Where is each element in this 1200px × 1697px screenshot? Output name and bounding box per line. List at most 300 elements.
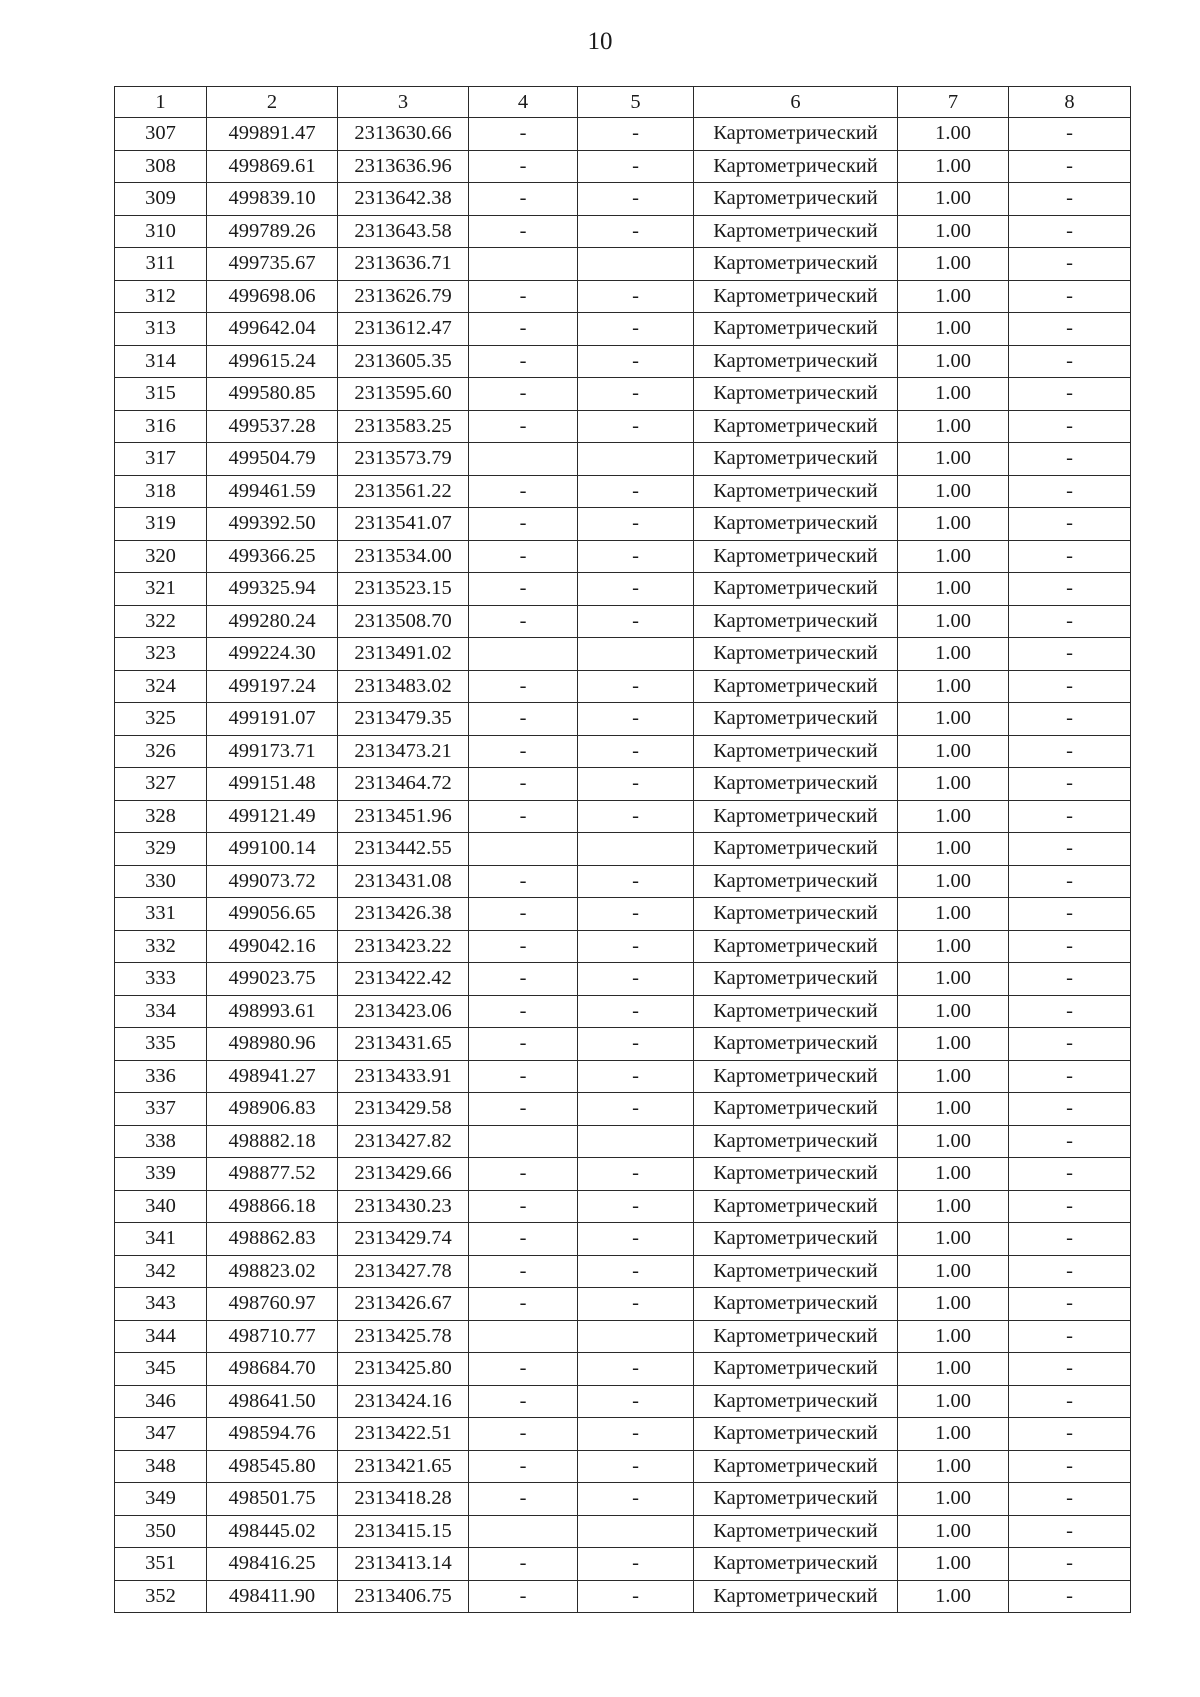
cell-point-number: 313 [115, 313, 207, 346]
cell-y-coordinate: 2313483.02 [338, 670, 469, 703]
cell-point-number: 324 [115, 670, 207, 703]
cell-point-number: 349 [115, 1483, 207, 1516]
cell-x-coordinate: 499735.67 [207, 248, 338, 281]
cell-method: Картометрический [694, 898, 898, 931]
cell-point-number: 342 [115, 1255, 207, 1288]
cell-col-4-value [469, 833, 578, 866]
cell-x-coordinate: 499100.14 [207, 833, 338, 866]
cell-x-coordinate: 499839.10 [207, 183, 338, 216]
column-header-4: 4 [469, 87, 578, 118]
cell-x-coordinate: 499580.85 [207, 378, 338, 411]
cell-y-coordinate: 2313451.96 [338, 800, 469, 833]
cell-accuracy: 1.00 [898, 378, 1009, 411]
cell-x-coordinate: 499173.71 [207, 735, 338, 768]
cell-method: Картометрический [694, 1418, 898, 1451]
cell-x-coordinate: 498594.76 [207, 1418, 338, 1451]
cell-x-coordinate: 499461.59 [207, 475, 338, 508]
cell-accuracy: 1.00 [898, 475, 1009, 508]
cell-method: Картометрический [694, 118, 898, 151]
cell-point-number: 316 [115, 410, 207, 443]
cell-col-5-value: - [578, 670, 694, 703]
cell-col-4-value: - [469, 1385, 578, 1418]
cell-method: Картометрический [694, 573, 898, 606]
cell-col-8-value: - [1009, 1190, 1131, 1223]
cell-accuracy: 1.00 [898, 248, 1009, 281]
cell-accuracy: 1.00 [898, 1288, 1009, 1321]
cell-y-coordinate: 2313612.47 [338, 313, 469, 346]
cell-x-coordinate: 499642.04 [207, 313, 338, 346]
table-row [115, 410, 1131, 443]
cell-point-number: 318 [115, 475, 207, 508]
cell-accuracy: 1.00 [898, 1580, 1009, 1613]
table-row [115, 1288, 1131, 1321]
cell-y-coordinate: 2313415.15 [338, 1515, 469, 1548]
column-header-3: 3 [338, 87, 469, 118]
cell-point-number: 341 [115, 1223, 207, 1256]
cell-col-8-value: - [1009, 248, 1131, 281]
cell-x-coordinate: 499042.16 [207, 930, 338, 963]
cell-method: Картометрический [694, 670, 898, 703]
table-row [115, 1255, 1131, 1288]
cell-accuracy: 1.00 [898, 1028, 1009, 1061]
cell-col-8-value: - [1009, 118, 1131, 151]
cell-x-coordinate: 498501.75 [207, 1483, 338, 1516]
cell-col-8-value: - [1009, 995, 1131, 1028]
cell-col-4-value: - [469, 1580, 578, 1613]
cell-col-4-value: - [469, 703, 578, 736]
cell-point-number: 321 [115, 573, 207, 606]
table-row [115, 1450, 1131, 1483]
cell-col-5-value: - [578, 865, 694, 898]
cell-accuracy: 1.00 [898, 215, 1009, 248]
cell-col-4-value: - [469, 118, 578, 151]
table-row [115, 313, 1131, 346]
cell-accuracy: 1.00 [898, 1548, 1009, 1581]
cell-method: Картометрический [694, 1158, 898, 1191]
cell-x-coordinate: 499698.06 [207, 280, 338, 313]
cell-col-5-value: - [578, 1288, 694, 1321]
cell-col-8-value: - [1009, 443, 1131, 476]
cell-point-number: 346 [115, 1385, 207, 1418]
table-row [115, 1483, 1131, 1516]
cell-col-8-value: - [1009, 540, 1131, 573]
cell-accuracy: 1.00 [898, 865, 1009, 898]
table-row [115, 540, 1131, 573]
cell-method: Картометрический [694, 1548, 898, 1581]
cell-y-coordinate: 2313422.51 [338, 1418, 469, 1451]
table-row [115, 670, 1131, 703]
column-header-6: 6 [694, 87, 898, 118]
cell-method: Картометрический [694, 768, 898, 801]
cell-accuracy: 1.00 [898, 1223, 1009, 1256]
cell-col-5-value: - [578, 963, 694, 996]
cell-col-8-value: - [1009, 215, 1131, 248]
cell-method: Картометрический [694, 345, 898, 378]
cell-col-4-value: - [469, 735, 578, 768]
table-row [115, 1580, 1131, 1613]
cell-col-8-value: - [1009, 735, 1131, 768]
cell-col-5-value [578, 638, 694, 671]
cell-y-coordinate: 2313636.71 [338, 248, 469, 281]
coordinates-table [114, 86, 1131, 1613]
cell-col-8-value: - [1009, 1028, 1131, 1061]
cell-col-4-value: - [469, 930, 578, 963]
cell-col-4-value: - [469, 1190, 578, 1223]
cell-point-number: 350 [115, 1515, 207, 1548]
cell-method: Картометрический [694, 605, 898, 638]
cell-col-5-value: - [578, 378, 694, 411]
cell-method: Картометрический [694, 963, 898, 996]
cell-x-coordinate: 498823.02 [207, 1255, 338, 1288]
cell-method: Картометрический [694, 183, 898, 216]
cell-point-number: 338 [115, 1125, 207, 1158]
table-row [115, 1060, 1131, 1093]
cell-point-number: 347 [115, 1418, 207, 1451]
column-header-7: 7 [898, 87, 1009, 118]
cell-method: Картометрический [694, 508, 898, 541]
cell-col-4-value [469, 248, 578, 281]
cell-method: Картометрический [694, 995, 898, 1028]
cell-y-coordinate: 2313406.75 [338, 1580, 469, 1613]
cell-y-coordinate: 2313626.79 [338, 280, 469, 313]
cell-col-4-value: - [469, 1093, 578, 1126]
table-row [115, 1158, 1131, 1191]
cell-x-coordinate: 499191.07 [207, 703, 338, 736]
cell-col-5-value: - [578, 313, 694, 346]
cell-col-5-value: - [578, 150, 694, 183]
cell-point-number: 315 [115, 378, 207, 411]
cell-method: Картометрический [694, 735, 898, 768]
cell-col-5-value: - [578, 1450, 694, 1483]
table-row [115, 118, 1131, 151]
cell-accuracy: 1.00 [898, 1418, 1009, 1451]
cell-col-5-value: - [578, 1028, 694, 1061]
cell-col-5-value: - [578, 768, 694, 801]
cell-x-coordinate: 498906.83 [207, 1093, 338, 1126]
cell-accuracy: 1.00 [898, 833, 1009, 866]
cell-col-5-value: - [578, 1060, 694, 1093]
cell-point-number: 351 [115, 1548, 207, 1581]
table-row [115, 1548, 1131, 1581]
cell-col-8-value: - [1009, 183, 1131, 216]
cell-point-number: 320 [115, 540, 207, 573]
cell-col-5-value: - [578, 800, 694, 833]
cell-accuracy: 1.00 [898, 670, 1009, 703]
table-row [115, 865, 1131, 898]
cell-accuracy: 1.00 [898, 963, 1009, 996]
cell-method: Картометрический [694, 1288, 898, 1321]
cell-col-4-value: - [469, 475, 578, 508]
cell-col-5-value: - [578, 1418, 694, 1451]
cell-method: Картометрический [694, 280, 898, 313]
table-row [115, 1515, 1131, 1548]
cell-x-coordinate: 499891.47 [207, 118, 338, 151]
cell-y-coordinate: 2313429.58 [338, 1093, 469, 1126]
cell-y-coordinate: 2313422.42 [338, 963, 469, 996]
cell-accuracy: 1.00 [898, 735, 1009, 768]
cell-accuracy: 1.00 [898, 410, 1009, 443]
cell-col-8-value: - [1009, 605, 1131, 638]
cell-x-coordinate: 499151.48 [207, 768, 338, 801]
table-row [115, 833, 1131, 866]
cell-point-number: 337 [115, 1093, 207, 1126]
cell-point-number: 310 [115, 215, 207, 248]
cell-x-coordinate: 498545.80 [207, 1450, 338, 1483]
cell-point-number: 330 [115, 865, 207, 898]
cell-accuracy: 1.00 [898, 1093, 1009, 1126]
cell-col-8-value: - [1009, 1060, 1131, 1093]
cell-x-coordinate: 498862.83 [207, 1223, 338, 1256]
table-row [115, 183, 1131, 216]
cell-col-8-value: - [1009, 1580, 1131, 1613]
column-header-5: 5 [578, 87, 694, 118]
cell-col-5-value: - [578, 1223, 694, 1256]
table-row [115, 995, 1131, 1028]
cell-col-4-value: - [469, 508, 578, 541]
cell-point-number: 340 [115, 1190, 207, 1223]
cell-accuracy: 1.00 [898, 1450, 1009, 1483]
cell-col-5-value [578, 1320, 694, 1353]
cell-point-number: 312 [115, 280, 207, 313]
cell-method: Картометрический [694, 215, 898, 248]
cell-method: Картометрический [694, 1125, 898, 1158]
cell-col-4-value: - [469, 183, 578, 216]
cell-accuracy: 1.00 [898, 768, 1009, 801]
cell-method: Картометрический [694, 1515, 898, 1548]
cell-method: Картометрический [694, 1320, 898, 1353]
cell-col-4-value: - [469, 1548, 578, 1581]
table-row [115, 930, 1131, 963]
cell-x-coordinate: 498416.25 [207, 1548, 338, 1581]
cell-point-number: 348 [115, 1450, 207, 1483]
cell-y-coordinate: 2313424.16 [338, 1385, 469, 1418]
cell-y-coordinate: 2313427.82 [338, 1125, 469, 1158]
cell-col-5-value [578, 1515, 694, 1548]
cell-point-number: 336 [115, 1060, 207, 1093]
cell-x-coordinate: 499325.94 [207, 573, 338, 606]
cell-point-number: 332 [115, 930, 207, 963]
cell-col-8-value: - [1009, 508, 1131, 541]
cell-y-coordinate: 2313642.38 [338, 183, 469, 216]
cell-col-8-value: - [1009, 150, 1131, 183]
cell-col-4-value: - [469, 1028, 578, 1061]
cell-y-coordinate: 2313630.66 [338, 118, 469, 151]
cell-col-5-value: - [578, 540, 694, 573]
cell-col-8-value: - [1009, 573, 1131, 606]
cell-col-8-value: - [1009, 1223, 1131, 1256]
cell-col-8-value: - [1009, 638, 1131, 671]
cell-accuracy: 1.00 [898, 1515, 1009, 1548]
cell-accuracy: 1.00 [898, 443, 1009, 476]
cell-x-coordinate: 498993.61 [207, 995, 338, 1028]
cell-col-4-value [469, 1515, 578, 1548]
cell-accuracy: 1.00 [898, 800, 1009, 833]
cell-col-5-value: - [578, 1353, 694, 1386]
cell-point-number: 339 [115, 1158, 207, 1191]
cell-col-5-value: - [578, 605, 694, 638]
cell-col-4-value: - [469, 995, 578, 1028]
cell-x-coordinate: 498941.27 [207, 1060, 338, 1093]
cell-col-8-value: - [1009, 1125, 1131, 1158]
cell-col-8-value: - [1009, 1093, 1131, 1126]
cell-col-5-value: - [578, 1483, 694, 1516]
cell-col-4-value: - [469, 1288, 578, 1321]
table-row [115, 345, 1131, 378]
cell-col-5-value: - [578, 1158, 694, 1191]
cell-point-number: 309 [115, 183, 207, 216]
table-row [115, 638, 1131, 671]
cell-col-4-value: - [469, 410, 578, 443]
cell-col-4-value: - [469, 963, 578, 996]
cell-x-coordinate: 499056.65 [207, 898, 338, 931]
table-row [115, 1028, 1131, 1061]
cell-x-coordinate: 499789.26 [207, 215, 338, 248]
cell-y-coordinate: 2313561.22 [338, 475, 469, 508]
cell-col-8-value: - [1009, 963, 1131, 996]
cell-col-8-value: - [1009, 1320, 1131, 1353]
cell-method: Картометрический [694, 1483, 898, 1516]
cell-method: Картометрический [694, 1028, 898, 1061]
cell-accuracy: 1.00 [898, 995, 1009, 1028]
table-header [115, 87, 1131, 118]
cell-accuracy: 1.00 [898, 508, 1009, 541]
cell-y-coordinate: 2313442.55 [338, 833, 469, 866]
cell-col-5-value [578, 248, 694, 281]
cell-y-coordinate: 2313583.25 [338, 410, 469, 443]
cell-col-4-value: - [469, 1418, 578, 1451]
cell-method: Картометрический [694, 703, 898, 736]
table-row [115, 1385, 1131, 1418]
cell-point-number: 323 [115, 638, 207, 671]
cell-col-5-value: - [578, 1093, 694, 1126]
cell-x-coordinate: 498866.18 [207, 1190, 338, 1223]
table-row [115, 1320, 1131, 1353]
cell-point-number: 325 [115, 703, 207, 736]
cell-y-coordinate: 2313605.35 [338, 345, 469, 378]
cell-col-8-value: - [1009, 865, 1131, 898]
cell-x-coordinate: 498760.97 [207, 1288, 338, 1321]
cell-col-4-value: - [469, 1158, 578, 1191]
cell-col-4-value: - [469, 215, 578, 248]
cell-col-5-value: - [578, 930, 694, 963]
cell-col-5-value: - [578, 118, 694, 151]
cell-method: Картометрический [694, 1385, 898, 1418]
cell-y-coordinate: 2313433.91 [338, 1060, 469, 1093]
cell-col-4-value: - [469, 150, 578, 183]
cell-col-5-value: - [578, 1580, 694, 1613]
cell-y-coordinate: 2313430.23 [338, 1190, 469, 1223]
cell-y-coordinate: 2313427.78 [338, 1255, 469, 1288]
table-row [115, 768, 1131, 801]
cell-col-8-value: - [1009, 475, 1131, 508]
cell-col-4-value: - [469, 345, 578, 378]
cell-accuracy: 1.00 [898, 1320, 1009, 1353]
cell-col-4-value: - [469, 1483, 578, 1516]
table-row [115, 963, 1131, 996]
cell-col-4-value: - [469, 1223, 578, 1256]
cell-x-coordinate: 499615.24 [207, 345, 338, 378]
cell-y-coordinate: 2313595.60 [338, 378, 469, 411]
cell-y-coordinate: 2313426.38 [338, 898, 469, 931]
cell-x-coordinate: 499366.25 [207, 540, 338, 573]
cell-point-number: 333 [115, 963, 207, 996]
table-row [115, 898, 1131, 931]
cell-y-coordinate: 2313423.06 [338, 995, 469, 1028]
cell-accuracy: 1.00 [898, 1158, 1009, 1191]
cell-method: Картометрический [694, 638, 898, 671]
cell-accuracy: 1.00 [898, 280, 1009, 313]
cell-col-8-value: - [1009, 1548, 1131, 1581]
cell-x-coordinate: 499073.72 [207, 865, 338, 898]
cell-point-number: 328 [115, 800, 207, 833]
page-number: 10 [587, 28, 613, 55]
cell-col-4-value: - [469, 605, 578, 638]
cell-col-8-value: - [1009, 898, 1131, 931]
cell-y-coordinate: 2313426.67 [338, 1288, 469, 1321]
cell-y-coordinate: 2313413.14 [338, 1548, 469, 1581]
cell-col-5-value: - [578, 573, 694, 606]
cell-y-coordinate: 2313431.65 [338, 1028, 469, 1061]
cell-method: Картометрический [694, 930, 898, 963]
cell-accuracy: 1.00 [898, 1190, 1009, 1223]
table-row [115, 280, 1131, 313]
cell-x-coordinate: 498882.18 [207, 1125, 338, 1158]
table-row [115, 1353, 1131, 1386]
cell-accuracy: 1.00 [898, 345, 1009, 378]
cell-col-8-value: - [1009, 833, 1131, 866]
cell-col-5-value [578, 443, 694, 476]
column-header-1: 1 [115, 87, 207, 118]
cell-col-8-value: - [1009, 1158, 1131, 1191]
table-row [115, 1093, 1131, 1126]
cell-method: Картометрический [694, 1450, 898, 1483]
cell-method: Картометрический [694, 1060, 898, 1093]
cell-col-4-value: - [469, 670, 578, 703]
cell-col-8-value: - [1009, 670, 1131, 703]
cell-y-coordinate: 2313431.08 [338, 865, 469, 898]
cell-col-5-value: - [578, 280, 694, 313]
cell-method: Картометрический [694, 410, 898, 443]
cell-y-coordinate: 2313473.21 [338, 735, 469, 768]
cell-method: Картометрический [694, 313, 898, 346]
cell-accuracy: 1.00 [898, 1353, 1009, 1386]
cell-col-4-value: - [469, 573, 578, 606]
cell-x-coordinate: 499392.50 [207, 508, 338, 541]
cell-col-4-value: - [469, 540, 578, 573]
cell-method: Картометрический [694, 1255, 898, 1288]
cell-x-coordinate: 499280.24 [207, 605, 338, 638]
table-row [115, 703, 1131, 736]
cell-y-coordinate: 2313429.66 [338, 1158, 469, 1191]
cell-x-coordinate: 498980.96 [207, 1028, 338, 1061]
cell-col-8-value: - [1009, 1288, 1131, 1321]
cell-col-5-value: - [578, 898, 694, 931]
cell-method: Картометрический [694, 1190, 898, 1223]
cell-x-coordinate: 498877.52 [207, 1158, 338, 1191]
cell-accuracy: 1.00 [898, 930, 1009, 963]
cell-accuracy: 1.00 [898, 1060, 1009, 1093]
cell-accuracy: 1.00 [898, 183, 1009, 216]
cell-col-8-value: - [1009, 1483, 1131, 1516]
cell-accuracy: 1.00 [898, 605, 1009, 638]
cell-col-8-value: - [1009, 1353, 1131, 1386]
cell-point-number: 343 [115, 1288, 207, 1321]
cell-x-coordinate: 499504.79 [207, 443, 338, 476]
table-body [115, 118, 1131, 1613]
cell-col-5-value: - [578, 215, 694, 248]
cell-accuracy: 1.00 [898, 1483, 1009, 1516]
cell-point-number: 327 [115, 768, 207, 801]
